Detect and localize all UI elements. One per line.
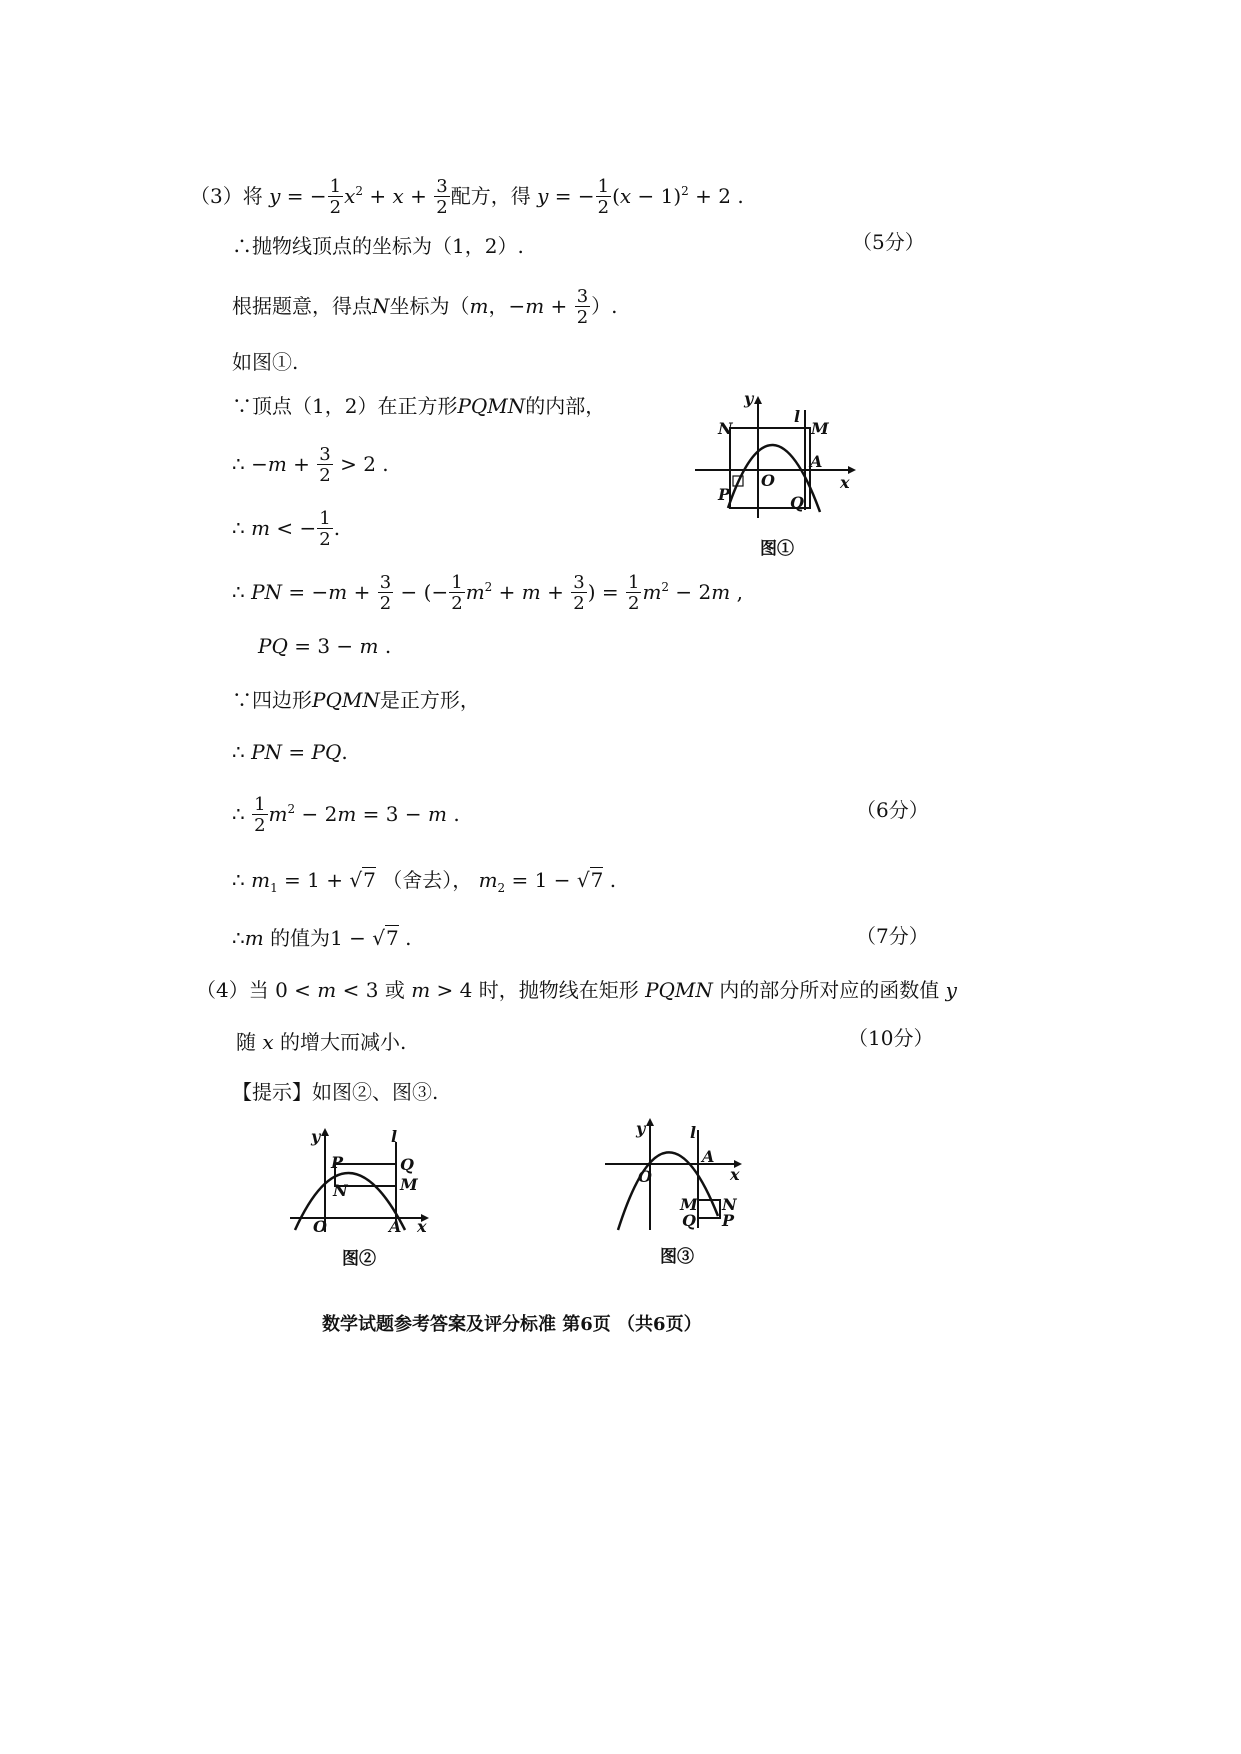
figure-1 (690, 390, 860, 530)
fig1-p-label: P (718, 485, 731, 504)
fig1-m-label: M (811, 419, 829, 438)
pn-line: ∴ PN = −m + $\frac{3}{2}$ − (− $\frac{1}{2}$ $m^2 + m$ + $\frac{3}{2}$ ) = $\frac{1}{2}$ $m^2 - 2m$ , (232, 572, 743, 614)
m-value-line: ∴m 的值为1 − √7 . (232, 926, 412, 950)
figure-3 (600, 1112, 760, 1242)
fig3-caption: 图③ (660, 1247, 694, 1267)
pn-eq-pq-line: ∴ PN = PQ. (232, 740, 348, 764)
roots-line: ∴ $m_1 = 1 + √7$ （舍去）， $m_2 = 1 - √7$ . (232, 868, 617, 895)
hint-line: 【提示】如图②、图③. (232, 1080, 439, 1104)
fig1-a-label: A (810, 452, 823, 471)
fig2-caption: 图② (342, 1249, 376, 1269)
m-less-line: ∴ m < − $\frac{1}{2}$ . (232, 508, 341, 550)
part3-formula-line: （3）将 y = − $\frac{1}{2}$ $x^2 + x$ + $\frac{3}{2}$ 配方，得 y = − $\frac{1}{2}$ $(x - 1)^2 + 2$ . (190, 176, 744, 218)
as-fig1: 如图①. (232, 350, 299, 374)
fig1-y-label: y (744, 390, 754, 408)
fig3-l-label: l (690, 1123, 697, 1142)
complete-square-text: 配方，得 (450, 184, 531, 208)
fig2-l-label: l (391, 1127, 398, 1146)
score-5: （5分） (852, 230, 925, 254)
n-coord-line: 根据题意，得点N坐标为（m，−m + $\frac{3}{2}$ ）. (232, 286, 618, 328)
fig3-q-label: Q (682, 1211, 696, 1230)
because-square-line: ∵四边形PQMN是正方形， (232, 688, 480, 712)
score-7: （7分） (856, 924, 929, 948)
fig3-m-label: M (680, 1195, 698, 1214)
part4-line1: （4）当 0 < m < 3 或 m > 4 时，抛物线在矩形 PQMN 内的部分所对应的函数值 y (196, 978, 957, 1002)
fig1-q-label: Q (790, 493, 804, 512)
figure-2 (285, 1120, 445, 1240)
fig3-p-label: P (722, 1211, 735, 1230)
part3-label: （3）将 (190, 184, 263, 208)
fig1-caption: 图① (760, 539, 794, 559)
page-footer: 数学试题参考答案及评分标准 第6页 （共6页） (322, 1314, 702, 1335)
fig2-p-label: P (331, 1153, 344, 1172)
score-6: （6分） (856, 798, 929, 822)
part4-line2: 随 x 的增大而减小. (236, 1030, 407, 1054)
inequality-line: ∴ −m + $\frac{3}{2}$ > 2 . (232, 444, 389, 486)
fig3-n-label: N (722, 1195, 737, 1214)
pq-line: PQ = 3 − m . (258, 634, 392, 658)
fig1-l-label: l (794, 407, 801, 426)
fig1-n-label: N (718, 419, 733, 438)
fig3-x-label: x (730, 1165, 740, 1184)
fig2-y-label: y (311, 1127, 321, 1146)
fig2-m-label: M (400, 1175, 418, 1194)
fig2-x-label: x (417, 1217, 427, 1236)
fig1-o-label: O (761, 471, 775, 490)
fig3-a-label: A (702, 1147, 715, 1166)
fig2-q-label: Q (400, 1155, 414, 1174)
vertex-line: ∴抛物线顶点的坐标为（1，2）. (232, 234, 524, 258)
equation-line: ∴ $\frac{1}{2}$ $m^2 - 2m = 3 - m$ . (232, 794, 460, 836)
fig3-y-label: y (636, 1119, 646, 1138)
fig2-o-label: O (313, 1217, 327, 1236)
fig1-x-label: x (840, 473, 850, 492)
score-10: （10分） (848, 1026, 934, 1050)
fig2-n-label: N (333, 1181, 348, 1200)
fig2-a-label: A (389, 1217, 402, 1236)
because-vertex-line: ∵顶点（1，2）在正方形PQMN的内部， (232, 394, 606, 418)
fig3-o-label: O (638, 1167, 652, 1186)
